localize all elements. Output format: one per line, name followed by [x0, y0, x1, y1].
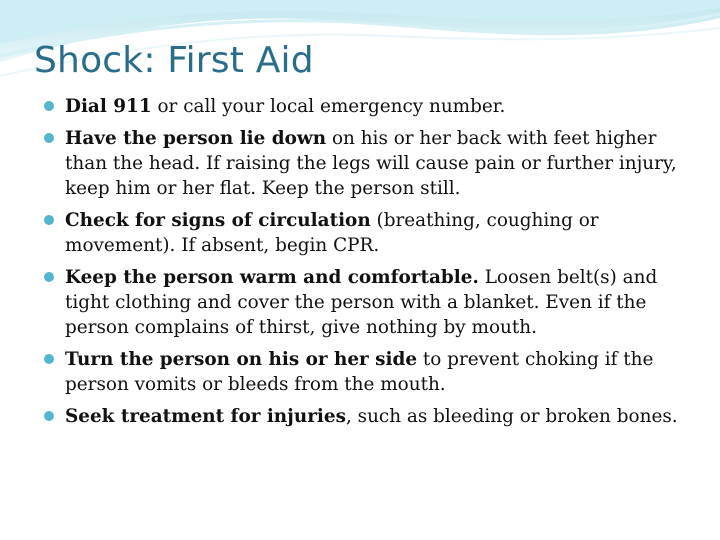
- bullet-item-circulation: [44, 208, 684, 258]
- bullet-icon: [44, 215, 54, 225]
- bullet-heading: Have the person lie down: [65, 127, 327, 149]
- bullet-icon: [44, 272, 54, 282]
- bullet-heading: Dial 911: [65, 96, 152, 117]
- bullet-icon: [44, 133, 54, 143]
- bullet-icon: [44, 354, 54, 364]
- bullet-text: to prevent choking if the person vomits or bleeds from the mouth.: [65, 349, 654, 396]
- bullet-heading: Check for signs of circulation: [65, 210, 371, 231]
- bullet-list: [44, 94, 684, 436]
- slide-title: Shock: First Aid: [34, 40, 314, 81]
- bullet-text: on his or her back with feet higher than the head. If raising the legs will cause pain or further injury, keep him or her flat. Keep the person still.: [65, 127, 677, 200]
- bullet-item-dial-911: [44, 94, 684, 119]
- bullet-heading: Keep the person warm and comfortable.: [65, 267, 479, 288]
- bullet-text: Loosen belt(s) and tight clothing and cover the person with a blanket. Even if the person complains of thirst, give nothing by mouth.: [65, 267, 658, 339]
- bullet-item-warm: [44, 265, 684, 341]
- bullet-icon: [44, 411, 54, 421]
- bullet-item-injuries: [44, 404, 684, 429]
- bullet-heading: Seek treatment for injuries: [65, 406, 346, 428]
- bullet-text: , such as bleeding or broken bones.: [345, 406, 678, 428]
- bullet-icon: [44, 101, 54, 111]
- bullet-item-turn-side: [44, 347, 684, 397]
- bullet-heading: Turn the person on his or her side: [65, 349, 418, 371]
- bullet-text: or call your local emergency number.: [151, 96, 506, 117]
- bullet-item-lie-down: [44, 126, 684, 202]
- bullet-text: (breathing, coughing or movement). If absent, begin CPR.: [65, 210, 599, 257]
